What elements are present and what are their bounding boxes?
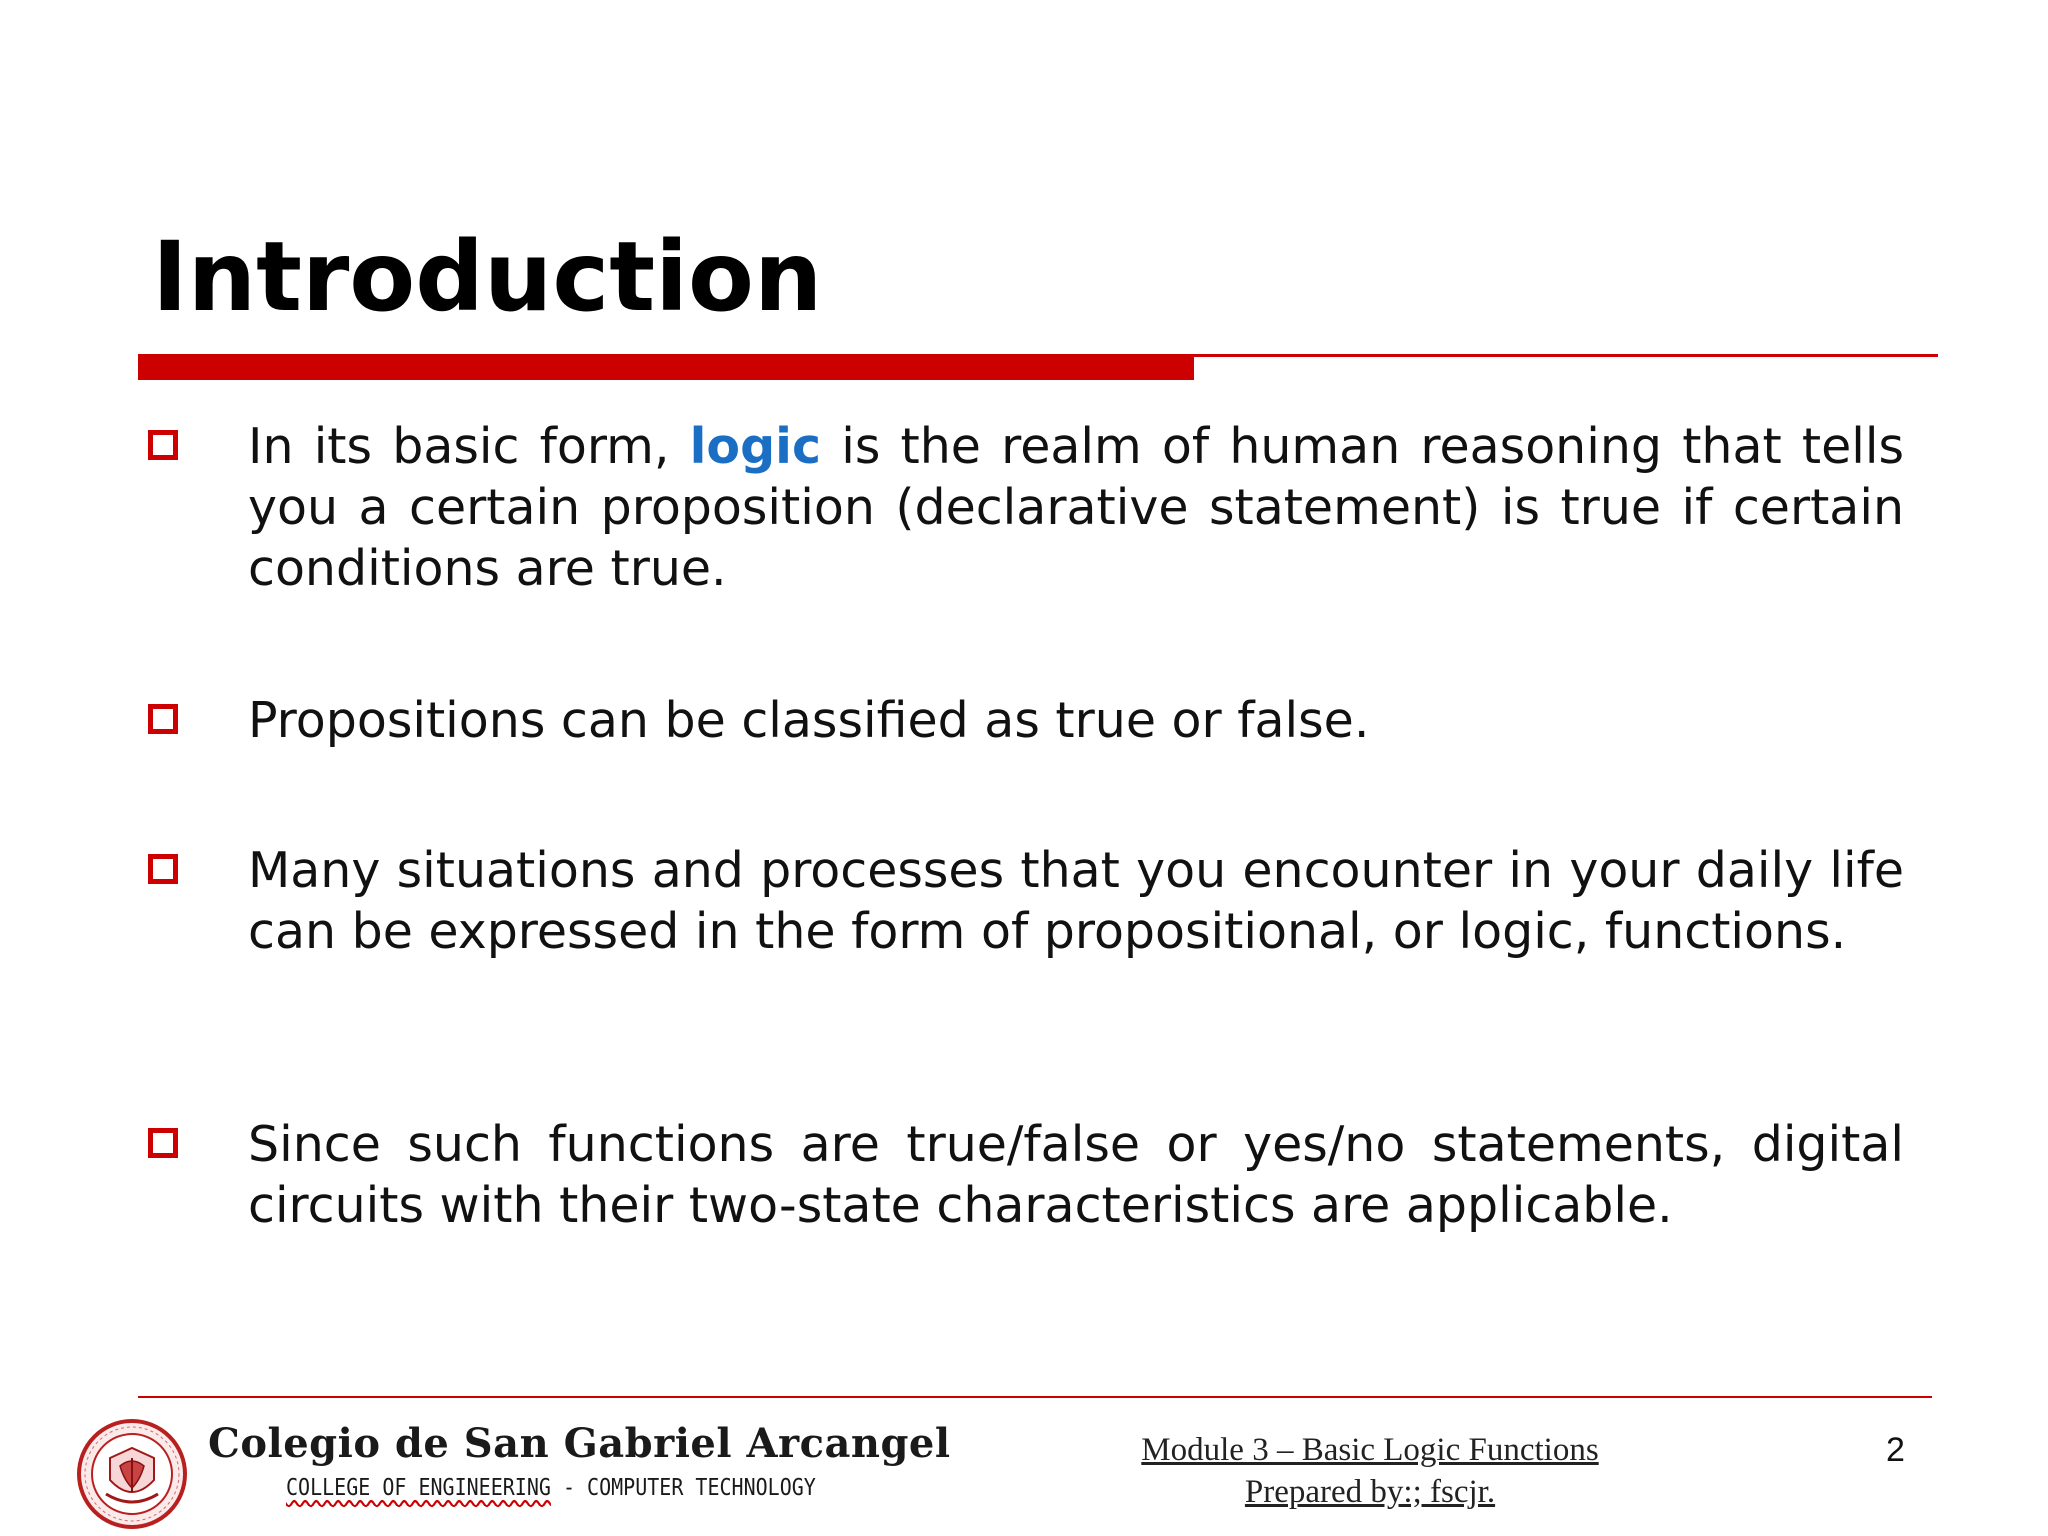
bullet-text-3: Many situations and processes that you encounter in your daily life can be expressed in the form of propositional, or logic, functions. bbox=[248, 842, 1904, 960]
college-name: COLLEGE OF ENGINEERING bbox=[286, 1473, 551, 1501]
school-name: Colegio de San Gabriel Arcangel bbox=[208, 1420, 951, 1467]
page-number: 2 bbox=[1886, 1431, 1905, 1469]
slide-title: Introduction bbox=[152, 221, 823, 333]
hollow-square-icon bbox=[148, 704, 178, 734]
hollow-square-icon bbox=[148, 430, 178, 460]
title-underline-thick bbox=[138, 354, 1194, 380]
bullet-text-1-before: In its basic form, bbox=[248, 418, 690, 475]
footer-divider bbox=[138, 1396, 1932, 1398]
bullet-text-4: Since such functions are true/false or yes/no statements, digital circuits with their two-state characteristics are applicable. bbox=[248, 1116, 1904, 1234]
module-title: Module 3 – Basic Logic Functions bbox=[1141, 1432, 1599, 1468]
school-department bbox=[286, 1472, 816, 1502]
program-name: COMPUTER TECHNOLOGY bbox=[587, 1473, 816, 1501]
prepared-by: Prepared by:; fscjr. bbox=[1244, 1474, 1496, 1510]
bullet-text-2: Propositions can be classified as true or false. bbox=[248, 692, 1370, 749]
hollow-square-icon bbox=[148, 854, 178, 884]
bullet-text-1-after: is the realm of human reasoning that tells you a certain proposition (declarative statement) is true if certain conditions are true. bbox=[248, 418, 1905, 597]
department-separator: - bbox=[550, 1473, 588, 1501]
title-underline-thin bbox=[1194, 354, 1938, 357]
keyword-logic: logic bbox=[689, 418, 822, 475]
hollow-square-icon bbox=[148, 1128, 178, 1158]
school-seal-icon bbox=[76, 1418, 188, 1530]
bullet-text-1 bbox=[248, 416, 1904, 599]
